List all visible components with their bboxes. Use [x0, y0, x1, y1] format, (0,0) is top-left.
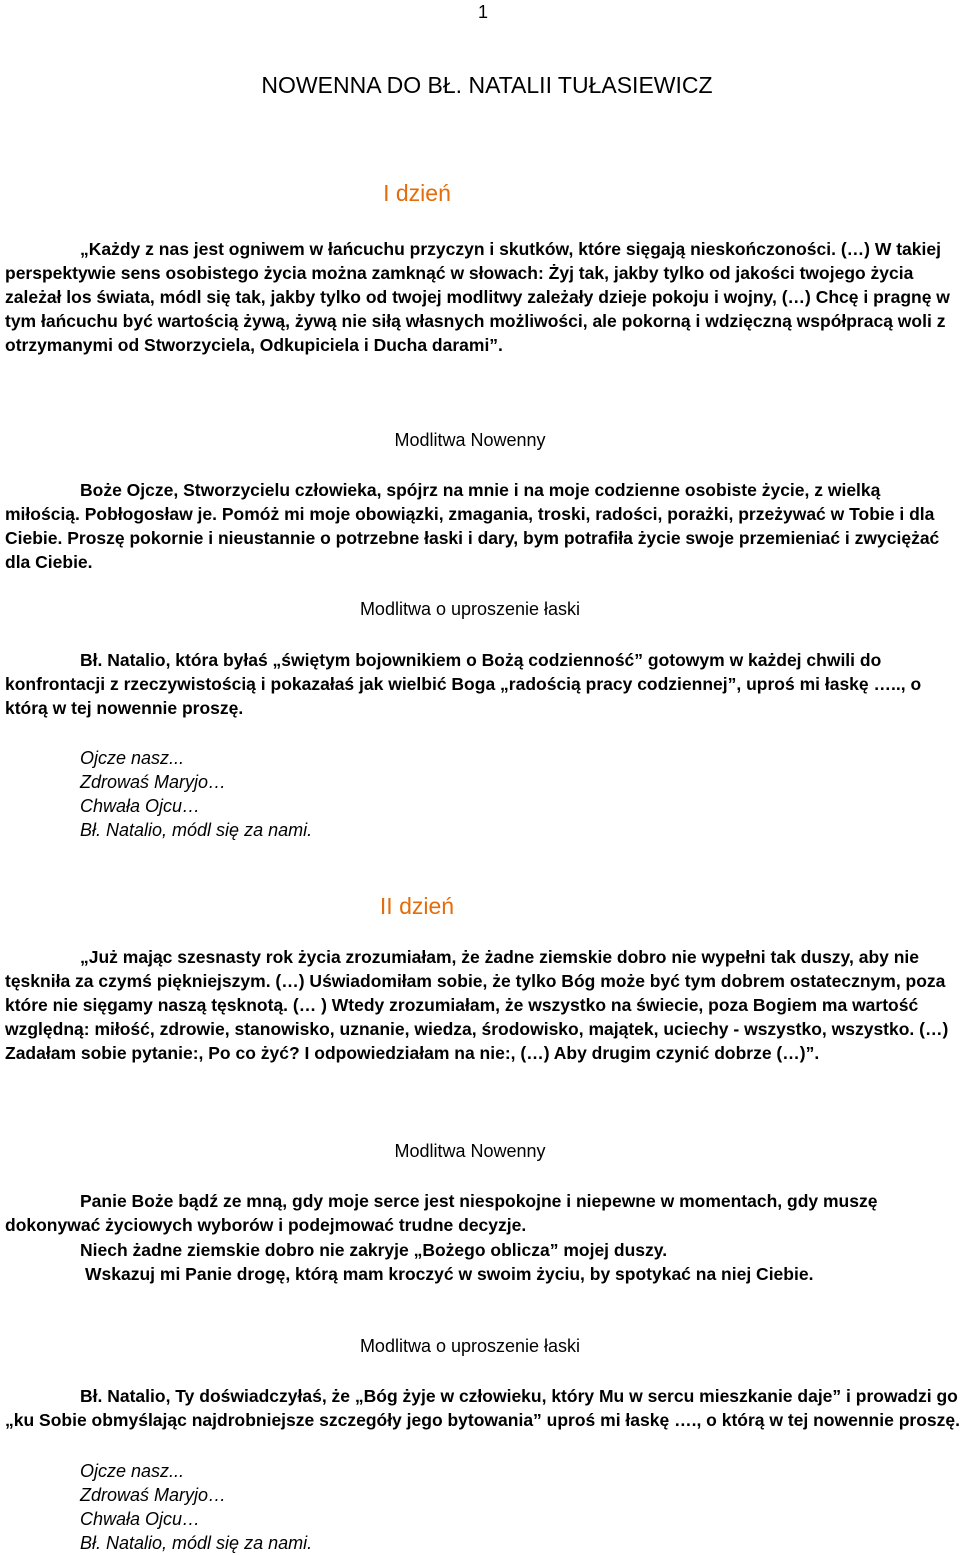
day-1-novena-prayer	[5, 478, 960, 574]
day-1-quote	[5, 237, 960, 357]
day-2-novena-text-1: Panie Boże bądź ze mną, gdy moje serce jest niespokojne i niepewne w momentach, gdy muszę dokonywać życiowych wyborów i podejmować trudne decyzje.	[5, 1191, 878, 1235]
day-1-heading: I dzień	[383, 180, 451, 206]
prayer-our-father: Ojcze nasz...	[80, 1461, 185, 1481]
prayer-invocation: Bł. Natalio, módl się za nami.	[80, 1533, 313, 1553]
day-2-grace-text: Bł. Natalio, Ty doświadczyłaś, że „Bóg żyje w człowieku, który Mu w sercu mieszkanie daje” i prowadzi go „ku Sobie obmyślając najdrobniejsze szczegóły jego bytowania” uproś mi łaskę …., o którą w tej nowennie proszę.	[5, 1386, 960, 1430]
day-1-grace-heading: Modlitwa o uproszenie łaski	[359, 599, 581, 619]
day-2-novena-prayer-3	[5, 1262, 960, 1286]
day-2-quote	[5, 945, 960, 1065]
prayer-hail-mary: Zdrowaś Maryjo…	[80, 772, 227, 792]
day-2-novena-prayer-1	[5, 1189, 960, 1237]
day-2-novena-text-2: Niech żadne ziemskie dobro nie zakryje „Bożego oblicza” mojej duszy.	[80, 1240, 668, 1260]
day-1-prayer-list	[80, 746, 312, 842]
page-number: 1	[478, 2, 489, 22]
prayer-invocation: Bł. Natalio, módl się za nami.	[80, 820, 313, 840]
day-1-grace-text: Bł. Natalio, która byłaś „świętym bojownikiem o Bożą codzienność” gotowym w każdej chwili do konfrontacji z rzeczywistością i pokazałaś jak wielbić Boga „radością pracy codziennej”, uproś mi łaskę ….., o którą w tej nowennie proszę.	[5, 650, 922, 718]
prayer-glory-be: Chwała Ojcu…	[80, 1509, 201, 1529]
document-title: NOWENNA DO BŁ. NATALII TUŁASIEWICZ	[261, 72, 713, 98]
prayer-hail-mary: Zdrowaś Maryjo…	[80, 1485, 227, 1505]
day-2-novena-prayer-2	[5, 1238, 960, 1262]
day-2-grace-heading: Modlitwa o uproszenie łaski	[359, 1336, 581, 1356]
day-1-quote-text: „Każdy z nas jest ogniwem w łańcuchu przyczyn i skutków, które sięgają nieskończoności. (…) W takiej perspektywie sens osobistego życia można zamknąć w słowach: Żyj tak, jakby tylko od jakości twojego życia zależał los świata, módl się tak, jakby tylko od twojej modlitwy zależały dzieje pokoju i wojny, (…) Chcę i pragnę w tym łańcuchu być wartością żywą, żywą nie siłą własnych możliwości, ale pokorną i wdzięczną współpracą woli z otrzymanymi od Stworzyciela, Odkupiciela i Ducha darami”.	[5, 239, 950, 355]
day-2-novena-text-3: Wskazuj mi Panie drogę, którą mam kroczyć w swoim życiu, by spotykać na niej Ciebie.	[85, 1264, 814, 1284]
day-1-novena-heading: Modlitwa Nowenny	[394, 430, 546, 450]
day-1-grace-prayer	[5, 648, 960, 720]
day-2-grace-prayer	[5, 1384, 960, 1432]
day-2-quote-text: „Już mając szesnasty rok życia zrozumiałam, że żadne ziemskie dobro nie wypełni tak duszy, aby nie tęskniła za czymś piękniejszym. (…) Uświadomiłam sobie, że tylko Bóg może być tym dobrem ostatecznym, poza które nie sięgamy naszą tęsknotą. (… ) Wtedy zrozumiałam, że wszystko na świecie, poza Bogiem ma wartość względną: miłość, zdrowie, stanowisko, uznanie, wiedza, środowisko, majątek, uciechy - wszystko, wszystko. (…) Zadałam sobie pytanie:, Po co żyć? I odpowiedziałam na nie:, (…) Aby drugim czynić dobrze (…)”.	[5, 947, 949, 1063]
day-2-novena-heading: Modlitwa Nowenny	[394, 1141, 546, 1161]
prayer-glory-be: Chwała Ojcu…	[80, 796, 201, 816]
prayer-our-father: Ojcze nasz...	[80, 748, 185, 768]
day-2-prayer-list	[80, 1459, 312, 1555]
day-2-heading: II dzień	[379, 893, 455, 919]
day-1-novena-text: Boże Ojcze, Stworzycielu człowieka, spójrz na mnie i na moje codzienne osobiste życie, z wielką miłością. Pobłogosław je. Pomóż mi moje obowiązki, zmagania, troski, radości, porażki, przeżywać w Tobie i dla Ciebie. Proszę pokornie i nieustannie o potrzebne łaski i dary, bym potrafiła życie swoje przemieniać i zwyciężać dla Ciebie.	[5, 480, 940, 572]
